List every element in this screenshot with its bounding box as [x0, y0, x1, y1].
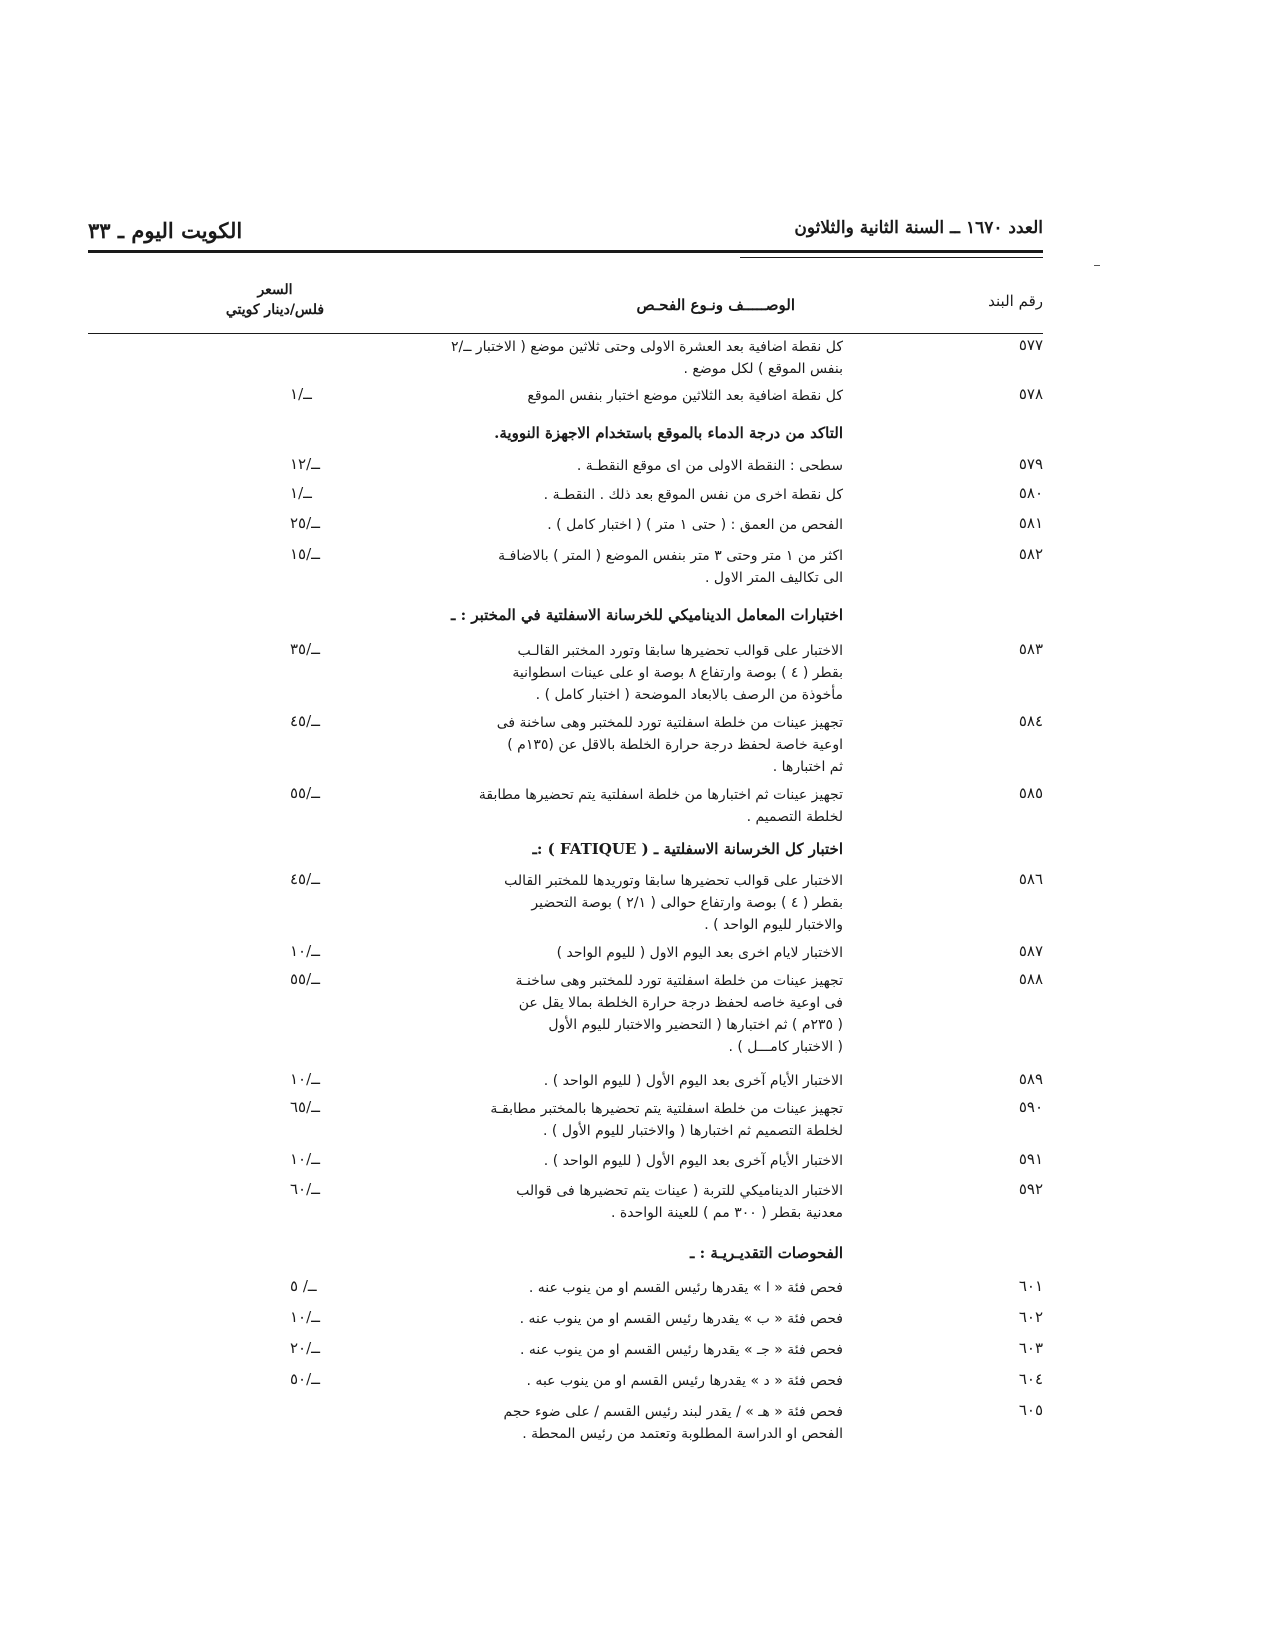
description-line: كل نقطة اضافية بعد العشرة الاولى وحتى ثلاثين موضع ( الاختبار ــ/٢ — [450, 339, 843, 355]
description-line: اكثر من ١ متر وحتى ٣ متر بنفس الموضع ( المتر ) بالاضافـة — [498, 548, 843, 564]
item-price: ــ/١٢ — [290, 455, 320, 473]
item-price: ــ/١٠ — [290, 1308, 320, 1326]
section-heading: اختبارات المعامل الديناميكي للخرسانة الاسفلتية في المختبر : ـ — [450, 606, 843, 624]
item-description — [373, 545, 843, 589]
description-line: كل نقطة اضافية بعد الثلاثين موضع اختبار بنفس الموقع — [527, 388, 843, 404]
description-line: بنفس الموقع ) لكل موضع . — [683, 361, 843, 377]
description-line: فى اوعية خاصه لحفظ درجة حرارة الخلطة بمالا يقل عن — [518, 995, 843, 1011]
description-line: تجهيز عينات ثم اختبارها من خلطة اسفلتية يتم تحضيرها مطابقة — [478, 787, 843, 803]
description-line: كل نقطة اخرى من نفس الموقع بعد ذلك . النقطـة . — [543, 487, 843, 503]
item-description — [373, 514, 843, 536]
item-number: ٥٨٠ — [1018, 484, 1043, 502]
item-price: ــ/ ٥ — [290, 1277, 317, 1295]
description-line: معدنية بقطر ( ٣٠٠ مم ) للعينة الواحدة . — [610, 1205, 843, 1221]
item-description — [373, 1277, 843, 1299]
description-line: الاختبار لايام اخرى بعد اليوم الاول ( لليوم الواحد ) — [556, 945, 843, 961]
item-description — [373, 336, 843, 380]
description-line: الاختبار على قوالب تحضيرها سابقا وتورد المختبر القالـب — [517, 643, 843, 659]
column-header-price — [190, 280, 360, 320]
description-line: تجهيز عينات من خلطة اسفلتية تورد للمختبر وهى ساخنة فى — [496, 715, 843, 731]
item-description — [373, 385, 843, 407]
section-heading: اختبار كل الخرسانة الاسفلتية ـ ( FATIQUE ) :ـ — [532, 840, 843, 858]
description-line: بقطر ( ٤ ) بوصة وارتفاع ٨ بوصة او على عينات اسطوانية — [512, 665, 843, 681]
item-number: ٥٨٨ — [1018, 970, 1043, 988]
section-heading: الفحوصات التقديـريـة : ـ — [690, 1244, 843, 1262]
description-line: والاختبار لليوم الواحد ) . — [704, 917, 843, 933]
item-price: ــ/٢٥ — [290, 514, 320, 532]
item-description — [373, 455, 843, 477]
item-price: ــ/١٠ — [290, 1150, 320, 1168]
description-line: الفحص من العمق : ( حتى ١ متر ) ( اختبار كامل ) . — [547, 517, 843, 533]
item-number: ٥٩٢ — [1018, 1180, 1043, 1198]
item-price: ــ/٦٥ — [290, 1098, 320, 1116]
description-line: تجهيز عينات من خلطة اسفلتية تورد للمختبر وهى ساخنـة — [515, 973, 843, 989]
item-price: ــ/١٥ — [290, 545, 320, 563]
item-description — [373, 1339, 843, 1361]
issue-line: العدد ١٦٧٠ ــ السنة الثانية والثلاثون — [794, 218, 1043, 238]
description-line: فحص فئة « هـ » / يقدر لبند رئيس القسم / على ضوء حجم — [503, 1404, 843, 1420]
item-description — [373, 870, 843, 936]
item-price: ــ/٦٠ — [290, 1180, 320, 1198]
item-description — [373, 784, 843, 828]
description-line: لخلطة التصميم . — [746, 809, 843, 825]
item-price: ــ/١ — [290, 484, 312, 502]
description-line: ثم اختبارها . — [772, 759, 843, 775]
header-rule — [88, 250, 1043, 253]
description-line: الاختبار الديناميكي للتربة ( عينات يتم تحضيرها فى قوالب — [516, 1183, 843, 1199]
item-description — [373, 1150, 843, 1172]
column-header-description: الوصـــــف ونـوع الفحـص — [636, 296, 795, 314]
description-line: ( ٢٣٥م ) ثم اختبارها ( التحضير والاختبار لليوم الأول — [548, 1017, 843, 1033]
description-line: فحص فئة « ب » يقدرها رئيس القسم او من ينوب عنه . — [519, 1311, 843, 1327]
item-number: ٥٨٢ — [1018, 545, 1043, 563]
item-number: ٦٠٣ — [1018, 1339, 1043, 1357]
item-description — [373, 970, 843, 1058]
item-price: ــ/١٠ — [290, 942, 320, 960]
item-price: ــ/٥٠ — [290, 1370, 320, 1388]
description-line: الاختبار على قوالب تحضيرها سابقا وتوريدها للمختبر القالب — [504, 873, 843, 889]
description-line: الى تكاليف المتر الاول . — [705, 570, 843, 586]
price-title: السعر — [257, 282, 293, 298]
item-price: ــ/٤٥ — [290, 712, 320, 730]
item-price: ــ/٤٥ — [290, 870, 320, 888]
description-line: فحص فئة « جـ » يقدرها رئيس القسم او من ينوب عنه . — [520, 1342, 843, 1358]
description-line: اوعية خاصة لحفظ درجة حرارة الخلطة بالاقل عن (١٣٥م ) — [507, 737, 843, 753]
item-description — [373, 640, 843, 706]
item-number: ٥٩١ — [1018, 1150, 1043, 1168]
item-description — [373, 1098, 843, 1142]
item-description — [373, 1308, 843, 1330]
description-line: سطحى : النقطة الاولى من اى موقع النقطـة . — [576, 458, 843, 474]
item-number: ٥٨١ — [1018, 514, 1043, 532]
running-header — [88, 218, 1043, 252]
item-number: ٦٠٤ — [1018, 1370, 1043, 1388]
description-line: بقطر ( ٤ ) بوصة وارتفاع حوالى ( ٢/١ ) بوصة التحضير — [531, 895, 843, 911]
description-line: الفحص او الدراسة المطلوبة وتعتمد من رئيس المحطة . — [522, 1426, 843, 1442]
description-line: ( الاختبار كامـــل ) . — [728, 1039, 843, 1055]
journal-title: الكويت اليوم ـ ٣٣ — [88, 218, 243, 243]
price-units: فلس/دينار كويتي — [225, 302, 325, 318]
item-number: ٦٠١ — [1018, 1277, 1043, 1295]
item-price: ــ/٥٥ — [290, 970, 320, 988]
item-price: ــ/٢٠ — [290, 1339, 320, 1357]
item-description — [373, 942, 843, 964]
item-number: ٥٨٩ — [1018, 1070, 1043, 1088]
description-line: مأخوذة من الرصف بالابعاد الموضحة ( اختبار كامل ) . — [535, 687, 843, 703]
item-description — [373, 1370, 843, 1392]
description-line: لخلطة التصميم ثم اختبارها ( والاختبار لليوم الأول ) . — [543, 1123, 843, 1139]
item-description — [373, 1401, 843, 1445]
item-price: ــ/٣٥ — [290, 640, 320, 658]
item-description — [373, 1180, 843, 1224]
item-price: ــ/١ — [290, 385, 312, 403]
item-number: ٥٨٧ — [1018, 942, 1043, 960]
margin-mark — [1094, 265, 1100, 266]
item-description — [373, 484, 843, 506]
item-number: ٥٧٧ — [1018, 336, 1043, 354]
item-number: ٥٨٣ — [1018, 640, 1043, 658]
item-number: ٦٠٢ — [1018, 1308, 1043, 1326]
item-number: ٦٠٥ — [1018, 1401, 1043, 1419]
columns-rule — [88, 333, 1043, 334]
description-line: فحص فئة « ا » يقدرها رئيس القسم او من ينوب عنه . — [528, 1280, 843, 1296]
item-price: ــ/١٠ — [290, 1070, 320, 1088]
header-rule-thin — [740, 257, 1043, 258]
description-line: فحص فئة « د » يقدرها رئيس القسم او من ينوب عبه . — [526, 1373, 843, 1389]
item-number: ٥٧٨ — [1018, 385, 1043, 403]
item-number: ٥٩٠ — [1018, 1098, 1043, 1116]
description-line: الاختبار الأيام آخرى بعد اليوم الأول ( لليوم الواحد ) . — [543, 1073, 843, 1089]
item-description — [373, 1070, 843, 1092]
section-heading: التاكد من درجة الدماء بالموقع باستخدام الاجهزة النووية. — [494, 424, 843, 442]
item-description — [373, 712, 843, 778]
description-line: تجهيز عينات من خلطة اسفلتية يتم تحضيرها بالمختبر مطابقـة — [490, 1101, 843, 1117]
item-number: ٥٨٦ — [1018, 870, 1043, 888]
item-price: ــ/٥٥ — [290, 784, 320, 802]
description-line: الاختبار الأيام آخرى بعد اليوم الأول ( لليوم الواحد ) . — [543, 1153, 843, 1169]
item-number: ٥٨٤ — [1018, 712, 1043, 730]
item-number: ٥٧٩ — [1018, 455, 1043, 473]
item-number: ٥٨٥ — [1018, 784, 1043, 802]
column-header-item-no: رقم البند — [988, 292, 1043, 310]
